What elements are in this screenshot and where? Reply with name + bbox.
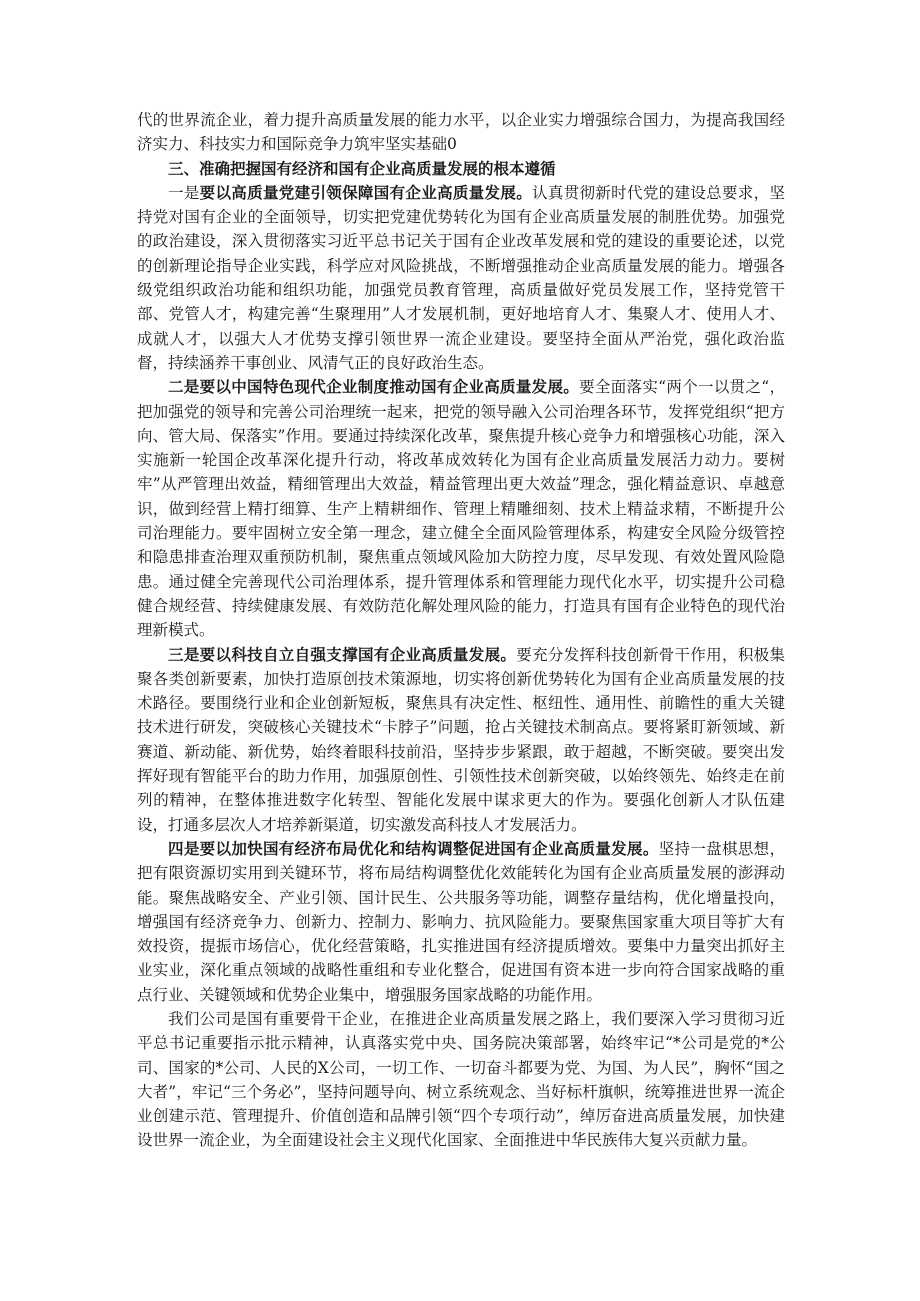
- point-paragraph-1: [137, 181, 785, 375]
- document-page: [137, 108, 785, 1153]
- point-paragraph-2: [137, 375, 785, 642]
- closing-paragraph: 我们公司是国有重要骨干企业，在推进企业高质量发展之路上，我们要深入学习贯彻习近平总书记重要指示批示精神，认真落实党中央、国务院决策部署，始终牢记“*公司是党的*公司、国家的*公司、人民的X公司，一切工作、一切奋斗都要为党、为国、为人民”，胸怀“国之大者”，牢记“三个务必”，坚持问题导向、树立系统观念、当好标杆旗帜，统筹推进世界一流企业创建示范、管理提升、价值创造和品牌引领“四个专项行动”，绰厉奋进高质量发展，加快建设世界一流企业，为全面建设社会主义现代化国家、全面推进中华民族伟大复兴贡献力量。: [137, 1009, 785, 1150]
- intro-paragraph: 代的世界流企业，着力提升高质量发展的能力水平，以企业实力增强综合国力，为提高我国经济实力、科技实力和国际竞争力筑牢坚实基础0: [137, 111, 785, 154]
- point-1-lead: 要以高质量党建引领保障国有企业高质量发展。: [199, 182, 533, 202]
- point-1-body: 认真贯彻新时代党的建设总要求，坚持党对国有企业的全面领导，切实把党建优势转化为国有企业高质量发展的制胜优势。加强党的政治建设，深入贯彻落实习近平总书记关于国有企业改革发展和党的建设的重要论述，以党的创新理论指导企业实践，科学应对风险挑战，不断增强推动企业高质量发展的能力。增强各级党组织政治功能和组织功能，加强党员教育管理，高质量做好党员发展工作，坚持党管干部、党管人才，构建完善“生聚理用”人才发展机制，更好地培育人才、集聚人才、使用人才、成就人才，以强大人才优势支撑引领世界一流企业建设。要坚持全面从严治党，强化政治监督，持续涵养干事创业、风清气正的良好政治生态。: [137, 183, 785, 372]
- point-3-lead: 三是要以科技自立自强支撑国有企业高质量发展。: [168, 644, 517, 664]
- section-heading: 三、准确把握国有经济和国有企业高质量发展的根本遵循: [168, 158, 556, 178]
- point-1-prefix: 一是: [168, 183, 200, 202]
- point-paragraph-4: [137, 837, 785, 1007]
- point-2-lead: 二是要以中国特色现代企业制度推动国有企业高质量发展。: [168, 377, 580, 397]
- point-3-body: 要充分发挥科技创新骨干作用，积极集聚各类创新要素，加快打造原创技术策源地，切实将创新优势转化为国有企业高质量发展的技术路径。要围绕行业和企业创新短板，聚焦具有决定性、枢纽性、通用性、前瞻性的重大关键技术进行研发，突破核心关键技术“卡脖子”问题，抢占关键技术制高点。要将紧盯新领域、新赛道、新动能、新优势，始终着眼科技前沿，坚持步步紧跟，敢于超越，不断突破。要突出发挥好现有智能平台的助力作用，加强原创性、引领性技术创新突破，以始终领先、始终走在前列的精神，在整体推进数字化转型、智能化发展中谋求更大的作为。要强化创新人才队伍建设，打通多层次人才培养新渠道，切实激发高科技人才发展活力。: [137, 645, 785, 834]
- point-4-body: 坚持一盘棋思想，把有限资源切实用到关键环节，将布局结构调整优化效能转化为国有企业高质量发展的澎湃动能。聚焦战略安全、产业引领、国计民生、公共服务等功能，调整存量结构，优化增量投向，增强国有经济竞争力、创新力、控制力、影响力、抗风险能力。要聚焦国家重大项目等扩大有效投资，提振市场信心，优化经营策略，扎实推进国有经济提质增效。要集中力量突出抓好主业实业，深化重点领域的战略性重组和专业化整合，促进国有资本进一步向符合国家战略的重点行业、关键领域和优势企业集中，增强服务国家战略的功能作用。: [137, 839, 785, 1004]
- point-2-body: 要全面落实“两个一以贯之“，把加强党的领导和完善公司治理统一起来，把党的领导融入公司治理各环节，发挥党组织“把方向、管大局、保落实”作用。要通过持续深化改革，聚焦提升核心竞争力和增强核心功能，深入实施新一轮国企改革深化提升行动，将改革成效转化为国有企业高质量发展活力动力。要树牢”从严管理出效益，精细管理出大效益，精益管理出更大效益”理念，强化精益意识、卓越意识，做到经营上精打细算、生产上精耕细作、管理上精雕细刻、技术上精益求精，不断提升公司治理能力。要牢固树立安全第一理念，建立健全全面风险管理体系，构建安全风险分级管控和隐患排查治理双重预防机制，聚焦重点领域风险加大防控力度，尽早发现、有效处置风险隐患。通过健全完善现代公司治理体系，提升管理体系和管理能力现代化水平，切实提升公司稳健合规经营、持续健康发展、有效防范化解处理风险的能力，打造具有国有企业特色的现代治理新模式。: [137, 378, 785, 640]
- point-paragraph-3: [137, 643, 785, 837]
- point-4-lead: 四是要以加快国有经济布局优化和结构调整促进国有企业高质量发展。: [168, 838, 659, 858]
